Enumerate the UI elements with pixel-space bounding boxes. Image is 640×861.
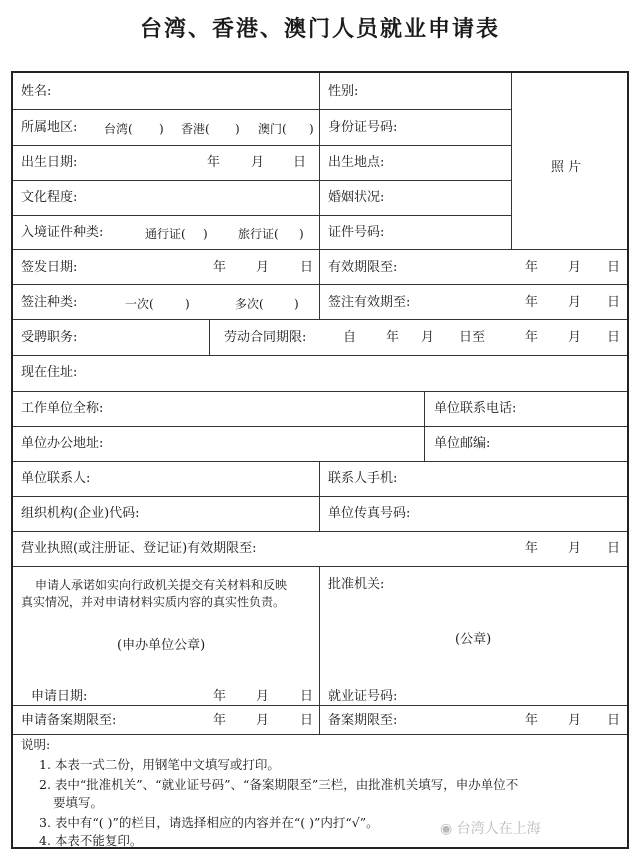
row-divider <box>13 461 627 462</box>
declaration-line-2: 真实情况，并对申请材料实质内容的真实性负责。 <box>21 595 286 609</box>
form-title: 台湾、香港、澳门人员就业申请表 <box>139 16 500 42</box>
contract-to-label: 日至 <box>459 330 486 345</box>
office-address-label: 单位办公地址: <box>21 436 104 451</box>
filing-until-label: 备案期限至: <box>328 713 398 728</box>
region-hongkong-option[interactable]: 香港( <box>181 122 210 136</box>
gender-label: 性别: <box>328 84 359 99</box>
row-divider <box>13 249 627 250</box>
employer-name-label: 工作单位全称: <box>21 401 104 416</box>
row-divider <box>13 284 627 285</box>
photo-placeholder: 照 片 <box>551 160 582 175</box>
application-date-label: 申请日期: <box>31 689 88 704</box>
official-seal: (公章) <box>455 632 492 647</box>
photo-column-divider <box>511 73 512 249</box>
row-divider <box>13 319 627 320</box>
declaration-line-1: 申请人承诺如实向行政机关提交有关材料和反映 <box>35 578 288 592</box>
year-label: 年 <box>386 330 400 345</box>
notes-heading: 说明: <box>21 737 51 752</box>
wechat-icon: ◉ <box>440 821 453 837</box>
doc-number-label: 证件号码: <box>328 225 385 240</box>
education-label: 文化程度: <box>21 190 78 205</box>
watermark-text: 台湾人在上海 <box>456 821 541 837</box>
day-label: 日 <box>607 330 621 345</box>
note-1: 1. 本表一式二份，用钢笔中文填写或打印。 <box>39 757 280 772</box>
year-label: 年 <box>213 260 227 275</box>
year-label: 年 <box>525 295 539 310</box>
pass-permit-close: ) <box>203 227 208 241</box>
approval-authority-label: 批准机关: <box>328 577 385 592</box>
month-label: 月 <box>421 330 435 345</box>
birth-place-label: 出生地点: <box>328 155 385 170</box>
contact-mobile-label: 联系人手机: <box>328 471 398 486</box>
year-label: 年 <box>525 713 539 728</box>
month-label: 月 <box>568 260 582 275</box>
name-label: 姓名: <box>21 84 52 99</box>
entry-doc-type-label: 入境证件种类: <box>21 225 104 240</box>
day-label: 日 <box>607 295 621 310</box>
row-divider <box>13 145 511 146</box>
issue-date-label: 签发日期: <box>21 260 78 275</box>
region-macau-option[interactable]: 澳门( <box>258 122 287 136</box>
month-label: 月 <box>568 295 582 310</box>
month-label: 月 <box>568 713 582 728</box>
row-divider <box>13 215 511 216</box>
birth-date-label: 出生日期: <box>21 155 78 170</box>
note-4: 4. 本表不能复印。 <box>39 833 143 848</box>
multiple-entry-option[interactable]: 多次( <box>235 297 264 311</box>
org-code-label: 组织机构(企业)代码: <box>21 506 140 521</box>
single-entry-option[interactable]: 一次( <box>125 297 154 311</box>
day-label: 日 <box>293 155 307 170</box>
note-2a: 2. 表中“批准机关”、“就业证号码”、“备案期限至”三栏，由批准机关填写，申办单位不 <box>39 777 519 792</box>
employment-cert-no-label: 就业证号码: <box>328 689 398 704</box>
month-label: 月 <box>256 260 270 275</box>
day-label: 日 <box>607 713 621 728</box>
year-label: 年 <box>525 541 539 556</box>
day-label: 日 <box>300 689 314 704</box>
row-divider <box>13 109 511 110</box>
row-divider <box>13 355 627 356</box>
current-address-label: 现在住址: <box>21 365 78 380</box>
day-label: 日 <box>607 260 621 275</box>
region-taiwan-option[interactable]: 台湾( <box>104 122 133 136</box>
employer-phone-label: 单位联系电话: <box>434 401 517 416</box>
application-filing-until-label: 申请备案期限至: <box>21 713 117 728</box>
row-divider <box>13 531 627 532</box>
single-entry-close: ) <box>185 297 190 311</box>
travel-permit-close: ) <box>299 227 304 241</box>
endorse-valid-until-label: 签注有效期至: <box>328 295 411 310</box>
employer-fax-label: 单位传真号码: <box>328 506 411 521</box>
region-macau-close: ) <box>309 122 314 136</box>
marital-status-label: 婚姻状况: <box>328 190 385 205</box>
contract-from-label: 自 <box>343 330 357 345</box>
day-label: 日 <box>300 713 314 728</box>
applicant-seal: (申办单位公章) <box>117 638 206 653</box>
year-label: 年 <box>213 713 227 728</box>
month-label: 月 <box>568 541 582 556</box>
column-divider <box>319 461 320 531</box>
license-valid-until-label: 营业执照(或注册证、登记证)有效期限至: <box>21 541 257 556</box>
region-label: 所属地区: <box>21 120 78 135</box>
row-divider <box>13 496 627 497</box>
year-label: 年 <box>525 330 539 345</box>
position-label: 受聘职务: <box>21 330 78 345</box>
column-divider <box>319 73 320 319</box>
column-divider <box>319 566 320 734</box>
month-label: 月 <box>251 155 265 170</box>
note-2b: 要填写。 <box>53 795 104 810</box>
valid-until-label: 有效期限至: <box>328 260 398 275</box>
row-divider <box>13 705 627 706</box>
row-divider <box>13 566 627 567</box>
employer-contact-label: 单位联系人: <box>21 471 91 486</box>
row-divider <box>13 391 627 392</box>
region-taiwan-close: ) <box>159 122 164 136</box>
row-divider <box>13 426 627 427</box>
month-label: 月 <box>568 330 582 345</box>
note-3: 3. 表中有“( )”的栏目，请选择相应的内容并在“( )”内打“√”。 <box>39 815 379 830</box>
watermark <box>440 818 541 838</box>
column-divider <box>424 391 425 461</box>
application-form <box>11 71 629 849</box>
pass-permit-option[interactable]: 通行证( <box>145 227 186 241</box>
month-label: 月 <box>256 713 270 728</box>
day-label: 日 <box>300 260 314 275</box>
year-label: 年 <box>525 260 539 275</box>
postal-code-label: 单位邮编: <box>434 436 491 451</box>
row-divider <box>13 180 511 181</box>
travel-permit-option[interactable]: 旅行证( <box>238 227 279 241</box>
multiple-entry-close: ) <box>294 297 299 311</box>
region-hongkong-close: ) <box>235 122 240 136</box>
endorse-type-label: 签注种类: <box>21 295 78 310</box>
row-divider <box>13 734 627 735</box>
year-label: 年 <box>207 155 221 170</box>
contract-divider <box>209 319 210 355</box>
month-label: 月 <box>256 689 270 704</box>
contract-period-label: 劳动合同期限: <box>224 330 307 345</box>
id-number-label: 身份证号码: <box>328 120 398 135</box>
year-label: 年 <box>213 689 227 704</box>
day-label: 日 <box>607 541 621 556</box>
